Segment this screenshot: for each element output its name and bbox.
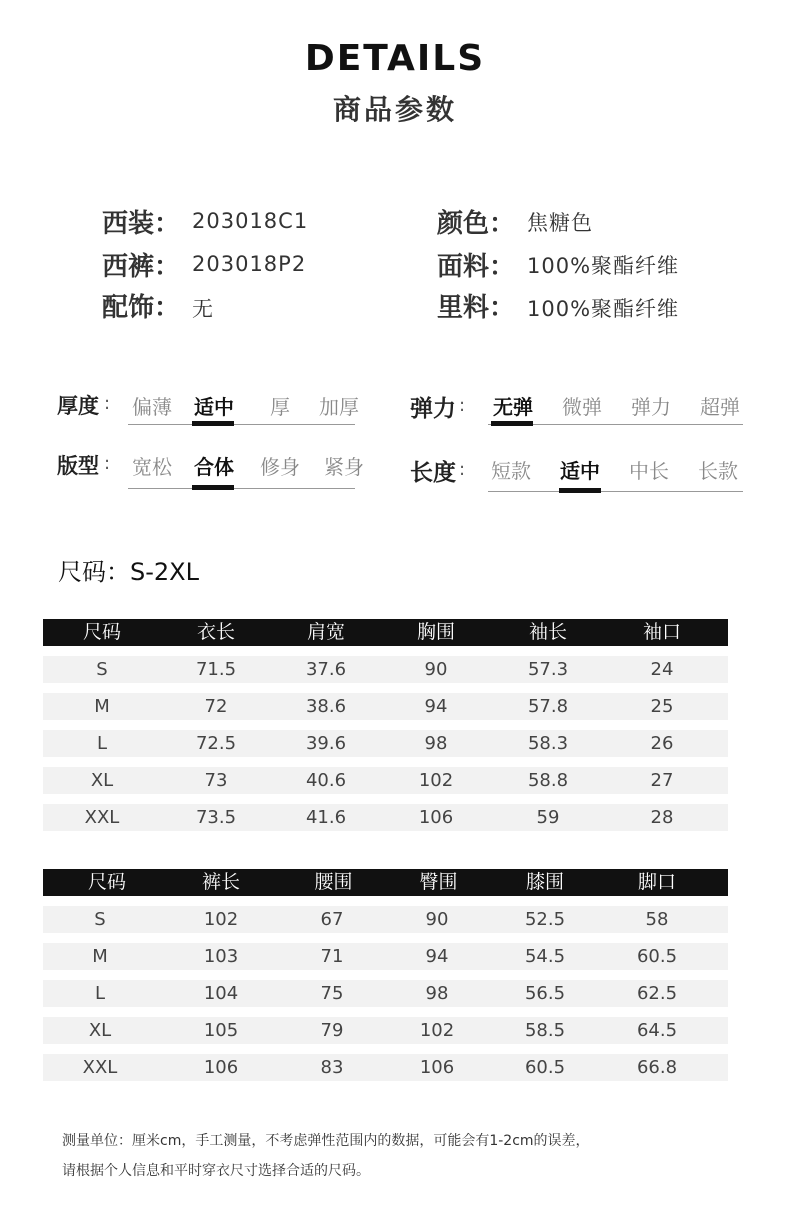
header-cell: 臀围 [419, 871, 458, 893]
table-cell: 58.3 [527, 733, 569, 754]
option: 弹力 [631, 395, 671, 419]
table-cell: 26 [650, 733, 674, 754]
option: 加厚 [319, 395, 359, 419]
page-title-en: DETAILS [304, 38, 486, 79]
table-header [43, 869, 728, 896]
table-cell: 54.5 [524, 946, 566, 967]
header-cell: 尺码 [87, 871, 126, 893]
attribute-colon: : [459, 459, 466, 480]
option: 长款 [698, 459, 738, 483]
table-cell: M [92, 946, 108, 967]
pants-size-table [43, 869, 728, 1084]
header-cell: 膝围 [525, 871, 564, 893]
option-track [488, 491, 743, 492]
spec-label: 西裤： [102, 252, 181, 282]
table-cell: S [96, 659, 108, 680]
attribute-label: 长度 [410, 460, 456, 486]
table-row [43, 804, 728, 831]
table-cell: 58 [645, 909, 669, 930]
table-cell: S [94, 909, 106, 930]
spec-value: 焦糖色 [527, 211, 593, 235]
size-advice-note: 请根据个人信息和平时穿衣尺寸选择合适的尺码。 [62, 1163, 370, 1179]
table-cell: 60.5 [636, 946, 678, 967]
selection-marker [192, 421, 234, 426]
option: 修身 [260, 455, 300, 479]
table-cell: 105 [203, 1020, 239, 1041]
header-cell: 腰围 [314, 871, 353, 893]
table-cell: 72 [204, 696, 228, 717]
table-cell: 56.5 [524, 983, 566, 1004]
table-cell: 25 [650, 696, 674, 717]
table-cell: 73.5 [195, 807, 237, 828]
table-row [43, 980, 728, 1007]
header-cell: 脚口 [637, 871, 676, 893]
table-cell: 94 [425, 946, 449, 967]
spec-label: 配饰： [102, 293, 181, 323]
table-cell: 66.8 [636, 1057, 678, 1078]
table-cell: 39.6 [305, 733, 347, 754]
option-track [128, 488, 355, 489]
table-row [43, 730, 728, 757]
header-cell: 袖长 [528, 621, 567, 643]
measurement-note: 测量单位：厘米cm，手工测量，不考虑弹性范围内的数据，可能会有1-2cm的误差， [62, 1133, 590, 1149]
table-cell: 59 [536, 807, 560, 828]
table-cell: 27 [650, 770, 674, 791]
table-cell: M [94, 696, 110, 717]
jacket-size-table [43, 619, 728, 834]
table-row [43, 767, 728, 794]
attribute-colon: : [104, 393, 111, 414]
table-cell: 71.5 [195, 659, 237, 680]
spec-label: 颜色： [437, 209, 516, 239]
table-cell: 102 [203, 909, 239, 930]
option: 短款 [491, 459, 531, 483]
selection-marker [192, 485, 234, 490]
attribute-colon: : [104, 453, 111, 474]
attribute-label: 版型 [57, 454, 99, 478]
table-cell: 72.5 [195, 733, 237, 754]
option: 微弹 [562, 395, 602, 419]
table-cell: 58.5 [524, 1020, 566, 1041]
table-cell: 102 [418, 770, 454, 791]
table-cell: 98 [425, 983, 449, 1004]
table-row [43, 943, 728, 970]
header-cell: 衣长 [196, 621, 235, 643]
table-row [43, 693, 728, 720]
attribute-label: 弹力 [410, 396, 456, 422]
table-cell: XL [88, 1020, 112, 1041]
option: 偏薄 [132, 395, 172, 419]
table-cell: 57.8 [527, 696, 569, 717]
option-selected: 合体 [194, 455, 234, 479]
option: 厚 [270, 395, 290, 419]
spec-label: 西装： [102, 209, 181, 239]
table-cell: 102 [419, 1020, 455, 1041]
table-cell: L [94, 983, 106, 1004]
table-header [43, 619, 728, 646]
table-cell: 103 [203, 946, 239, 967]
table-cell: 94 [424, 696, 448, 717]
option-selected: 适中 [194, 395, 234, 419]
spec-value: 203018C1 [192, 209, 309, 233]
page-title-cn: 商品参数 [332, 93, 457, 126]
table-cell: 90 [424, 659, 448, 680]
attribute-label: 厚度 [57, 394, 99, 418]
table-cell: 58.8 [527, 770, 569, 791]
table-cell: 73 [204, 770, 228, 791]
table-cell: 38.6 [305, 696, 347, 717]
table-row [43, 656, 728, 683]
option: 中长 [629, 459, 669, 483]
table-cell: 75 [320, 983, 344, 1004]
table-cell: 67 [320, 909, 344, 930]
table-cell: XXL [82, 1057, 118, 1078]
header-cell: 肩宽 [306, 621, 345, 643]
option-selected: 适中 [560, 459, 600, 483]
spec-value: 无 [192, 297, 214, 321]
size-range: 尺码：S-2XL [58, 558, 199, 586]
table-cell: 57.3 [527, 659, 569, 680]
table-cell: 104 [203, 983, 239, 1004]
attribute-colon: : [459, 395, 466, 416]
table-cell: 98 [424, 733, 448, 754]
table-cell: 90 [425, 909, 449, 930]
table-row [43, 1054, 728, 1081]
table-cell: 106 [418, 807, 454, 828]
option: 超弹 [700, 395, 740, 419]
table-cell: 106 [203, 1057, 239, 1078]
table-row [43, 906, 728, 933]
header-cell: 尺码 [82, 621, 121, 643]
table-cell: 62.5 [636, 983, 678, 1004]
table-cell: 41.6 [305, 807, 347, 828]
table-cell: L [96, 733, 108, 754]
table-cell: 83 [320, 1057, 344, 1078]
spec-value: 203018P2 [192, 252, 307, 276]
table-cell: XXL [84, 807, 120, 828]
option: 紧身 [324, 455, 364, 479]
header-cell: 胸围 [416, 621, 455, 643]
spec-value: 100%聚酯纤维 [527, 297, 680, 321]
table-cell: 28 [650, 807, 674, 828]
table-cell: 71 [320, 946, 344, 967]
table-cell: 37.6 [305, 659, 347, 680]
spec-label: 里料： [437, 293, 516, 323]
table-cell: 106 [419, 1057, 455, 1078]
option-selected: 无弹 [493, 395, 533, 419]
table-cell: 79 [320, 1020, 344, 1041]
table-cell: 24 [650, 659, 674, 680]
header-cell: 袖口 [642, 621, 681, 643]
table-cell: 60.5 [524, 1057, 566, 1078]
option-track [128, 424, 355, 425]
table-cell: 64.5 [636, 1020, 678, 1041]
table-cell: 52.5 [524, 909, 566, 930]
table-cell: XL [90, 770, 114, 791]
option: 宽松 [132, 455, 172, 479]
header-cell: 裤长 [201, 871, 240, 893]
spec-label: 面料： [437, 252, 516, 282]
selection-marker [559, 488, 601, 493]
selection-marker [491, 421, 533, 426]
table-cell: 40.6 [305, 770, 347, 791]
spec-value: 100%聚酯纤维 [527, 254, 680, 278]
table-row [43, 1017, 728, 1044]
